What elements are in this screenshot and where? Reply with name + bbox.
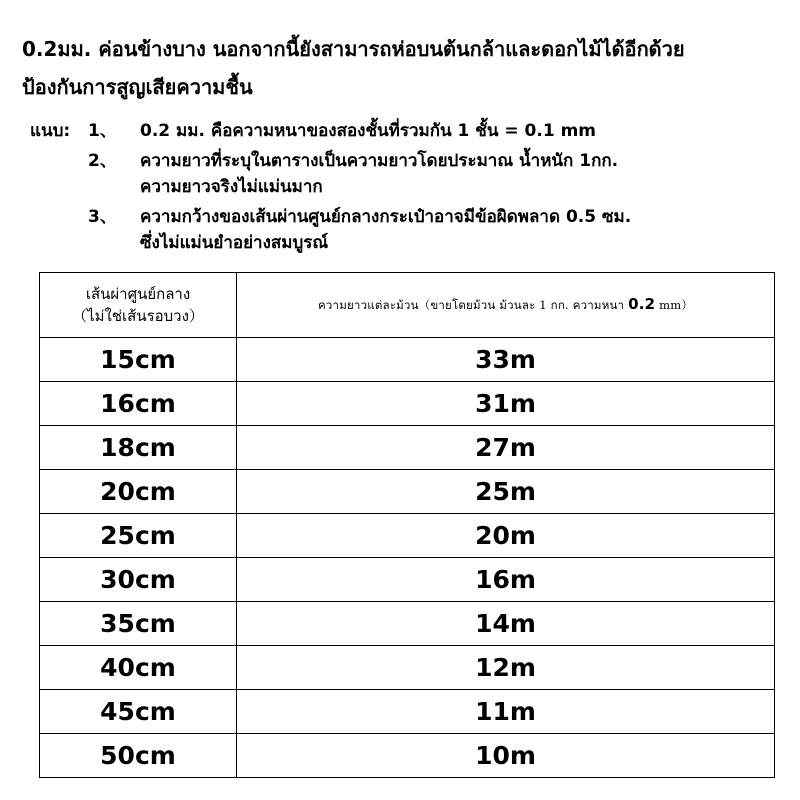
length-cell: 11m (237, 690, 775, 734)
length-cell: 10m (237, 734, 775, 778)
table-row (40, 338, 775, 382)
table-row (40, 646, 775, 690)
note-number: 3、 (88, 207, 117, 227)
diameter-cell: 18cm (40, 426, 237, 470)
diameter-cell: 45cm (40, 690, 237, 734)
length-cell: 20m (237, 514, 775, 558)
notes-block (30, 118, 790, 256)
header-diameter-line-2: （ไม่ใช่เส้นรอบวง） (72, 307, 204, 325)
length-cell: 27m (237, 426, 775, 470)
header-length (237, 273, 775, 338)
diameter-cell: 30cm (40, 558, 237, 602)
header-length-thickness: 0.2 (628, 295, 656, 313)
note-number: 2、 (88, 151, 117, 171)
length-cell: 12m (237, 646, 775, 690)
note-item-3 (30, 204, 790, 230)
diameter-cell: 50cm (40, 734, 237, 778)
diameter-cell: 20cm (40, 470, 237, 514)
length-cell: 31m (237, 382, 775, 426)
intro-line-1: 0.2มม. ค่อนข้างบาง นอกจากนี้ยังสามารถห่อบนต้นกล้าและดอกไม้ได้อีกด้วย (22, 37, 685, 61)
note-item-1 (30, 118, 790, 144)
intro-text (22, 30, 798, 106)
table-row (40, 382, 775, 426)
notes-prefix: แนบ: (30, 121, 71, 141)
table-row (40, 558, 775, 602)
note-continuation: ความยาวจริงไม่แม่นมาก (140, 177, 323, 197)
diameter-cell: 15cm (40, 338, 237, 382)
table-row (40, 514, 775, 558)
note-number: 1、 (88, 121, 117, 141)
table-row (40, 426, 775, 470)
note-text: ความยาวที่ระบุในตารางเป็นความยาวโดยประมาณ น้ำหนัก 1กก. (140, 151, 619, 171)
table-row (40, 602, 775, 646)
diameter-cell: 40cm (40, 646, 237, 690)
intro-line-2: ป้องกันการสูญเสียความชื้น (22, 75, 253, 99)
note-item-2 (30, 148, 790, 174)
table-row (40, 690, 775, 734)
table-header-row (40, 273, 775, 338)
header-diameter-line-1: เส้นผ่าศูนย์กลาง (85, 285, 191, 303)
header-diameter (40, 273, 237, 338)
header-length-post: mm） (655, 298, 694, 312)
size-table (39, 272, 775, 778)
length-cell: 14m (237, 602, 775, 646)
note-text: 0.2 มม. คือความหนาของสองชั้นที่รวมกัน 1 ชั้น = 0.1 mm (140, 121, 596, 141)
length-cell: 33m (237, 338, 775, 382)
diameter-cell: 16cm (40, 382, 237, 426)
length-cell: 16m (237, 558, 775, 602)
note-text: ความกว้างของเส้นผ่านศูนย์กลางกระเป๋าอาจมีข้อผิดพลาด 0.5 ซม. (140, 207, 632, 227)
note-continuation: ซึ่งไม่แม่นยำอย่างสมบูรณ์ (140, 233, 329, 253)
diameter-cell: 35cm (40, 602, 237, 646)
table-row (40, 734, 775, 778)
table-row (40, 470, 775, 514)
diameter-cell: 25cm (40, 514, 237, 558)
length-cell: 25m (237, 470, 775, 514)
header-length-pre: ความยาวแต่ละม้วน（ขายโดยม้วน ม้วนละ 1 กก. ความหนา (317, 298, 629, 312)
